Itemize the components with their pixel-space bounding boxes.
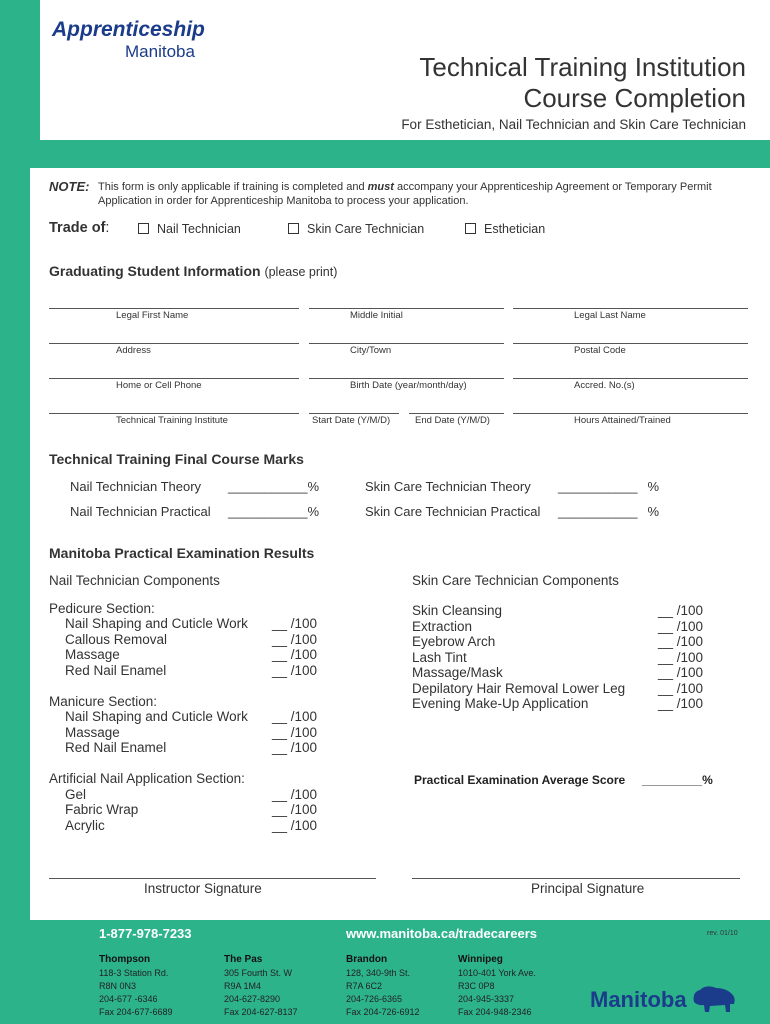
page-title-line1: Technical Training Institution	[419, 52, 746, 82]
pedicure-heading: Pedicure Section:	[49, 601, 155, 616]
office-address: 128, 340-9th St. R7A 6C2 204-726-6365 Fax 204-726-6912	[346, 968, 420, 1017]
institute-label: Technical Training Institute	[116, 415, 228, 426]
bison-icon	[690, 982, 738, 1014]
office-city: Thompson	[99, 954, 151, 965]
skin-item: Extraction	[412, 619, 473, 634]
pedicure-item: Callous Removal	[65, 632, 168, 647]
artificial-item: Fabric Wrap	[65, 802, 139, 817]
skin-components-heading: Skin Care Technician Components	[412, 573, 619, 588]
score-input[interactable]: __ /100	[272, 802, 318, 817]
city-label: City/Town	[350, 345, 392, 356]
hours-label: Hours Attained/Trained	[574, 415, 671, 426]
score-input[interactable]: __ /100	[658, 650, 704, 665]
logo-manitoba: Manitoba	[125, 42, 195, 61]
marks-heading: Technical Training Final Course Marks	[49, 451, 304, 467]
skin-practical-input[interactable]: ___________ %	[558, 504, 660, 519]
postal-label: Postal Code	[574, 345, 626, 356]
score-input[interactable]: __ /100	[272, 740, 318, 755]
skin-practical-label: Skin Care Technician Practical	[365, 504, 541, 519]
birth-label: Birth Date (year/month/day)	[350, 380, 467, 391]
office-address: 305 Fourth St. W R9A 1M4 204-627-8290 Fax 204-627-8137	[224, 968, 298, 1017]
institute-field[interactable]	[49, 413, 299, 414]
office-city: The Pas	[224, 954, 263, 965]
middle-initial-field[interactable]	[309, 308, 504, 309]
nail-practical-label: Nail Technician Practical	[70, 504, 211, 519]
skin-item: Lash Tint	[412, 650, 467, 665]
trade-checkbox-esthetician[interactable]: Esthetician	[465, 222, 545, 236]
principal-signature-label: Principal Signature	[531, 881, 645, 896]
start-date-field[interactable]	[309, 413, 399, 414]
last-name-label: Legal Last Name	[574, 310, 646, 321]
page-subtitle: For Esthetician, Nail Technician and Skin Care Technician	[401, 117, 746, 132]
note-label: NOTE:	[49, 179, 90, 194]
score-input[interactable]: __ /100	[658, 619, 704, 634]
accred-label: Accred. No.(s)	[574, 380, 635, 391]
first-name-field[interactable]	[49, 308, 299, 309]
footer-website[interactable]: www.manitoba.ca/tradecareers	[346, 926, 537, 941]
side-band	[0, 168, 30, 920]
form-panel	[30, 168, 770, 920]
artificial-heading: Artificial Nail Application Section:	[49, 771, 245, 786]
revision-label: rev. 01/10	[707, 930, 738, 937]
score-input[interactable]: __ /100	[658, 681, 704, 696]
note-text-line2: Application in order for Apprenticeship Manitoba to process your application.	[98, 195, 469, 207]
phone-label: Home or Cell Phone	[116, 380, 202, 391]
pedicure-item: Red Nail Enamel	[65, 663, 167, 678]
office-city: Winnipeg	[458, 954, 503, 965]
address-field[interactable]	[49, 343, 299, 344]
score-input[interactable]: __ /100	[658, 603, 704, 618]
end-date-label: End Date (Y/M/D)	[415, 415, 490, 426]
trade-checkbox-nail[interactable]: Nail Technician	[138, 222, 241, 236]
accred-field[interactable]	[513, 378, 748, 379]
score-input[interactable]: __ /100	[272, 616, 318, 631]
score-input[interactable]: __ /100	[272, 818, 318, 833]
manicure-item: Massage	[65, 725, 120, 740]
average-score-input[interactable]: _________%	[642, 773, 713, 787]
skin-theory-input[interactable]: ___________ %	[558, 479, 660, 494]
office-city: Brandon	[346, 954, 388, 965]
first-name-label: Legal First Name	[116, 310, 189, 321]
last-name-field[interactable]	[513, 308, 748, 309]
pedicure-item: Nail Shaping and Cuticle Work	[65, 616, 248, 631]
skin-item: Massage/Mask	[412, 665, 503, 680]
postal-field[interactable]	[513, 343, 748, 344]
score-input[interactable]: __ /100	[272, 647, 318, 662]
footer-phone: 1-877-978-7233	[99, 926, 192, 941]
manicure-heading: Manicure Section:	[49, 694, 158, 709]
trade-label: Trade of:	[49, 220, 110, 236]
logo-apprenticeship: Apprenticeship	[52, 18, 205, 41]
score-input[interactable]: __ /100	[658, 696, 704, 711]
skin-item: Depilatory Hair Removal Lower Leg	[412, 681, 626, 696]
nail-practical-input[interactable]: ___________%	[228, 504, 320, 519]
skin-item: Evening Make-Up Application	[412, 696, 589, 711]
phone-field[interactable]	[49, 378, 299, 379]
page-title-line2: Course Completion	[523, 83, 746, 113]
skin-item: Eyebrow Arch	[412, 634, 496, 649]
office-address: 1010-401 York Ave. R3C 0P8 204-945-3337 Fax 204-948-2346	[458, 968, 536, 1017]
city-field[interactable]	[309, 343, 504, 344]
office-address: 118-3 Station Rd. R8N 0N3 204-677 -6346 Fax 204-677-6689	[99, 968, 173, 1017]
artificial-item: Gel	[65, 787, 87, 802]
score-input[interactable]: __ /100	[272, 787, 318, 802]
nail-components-heading: Nail Technician Components	[49, 573, 220, 588]
trade-checkbox-skin[interactable]: Skin Care Technician	[288, 222, 424, 236]
middle-initial-label: Middle Initial	[350, 310, 403, 321]
manitoba-logo: Manitoba	[590, 987, 687, 1012]
start-date-label: Start Date (Y/M/D)	[312, 415, 391, 426]
instructor-signature-field[interactable]	[49, 878, 376, 879]
nail-theory-label: Nail Technician Theory	[70, 479, 202, 494]
note-text: This form is only applicable if training is completed and must accompany your Apprenticeship Agreement or Temporary Permit	[98, 181, 712, 193]
score-input[interactable]: __ /100	[272, 632, 318, 647]
score-input[interactable]: __ /100	[272, 709, 318, 724]
end-date-field[interactable]	[409, 413, 504, 414]
student-heading: Graduating Student Information (please print)	[49, 263, 338, 279]
checkbox-icon	[465, 223, 476, 234]
instructor-signature-label: Instructor Signature	[144, 881, 262, 896]
skin-item: Skin Cleansing	[412, 603, 503, 618]
average-score-label: Practical Examination Average Score	[414, 773, 626, 787]
principal-signature-field[interactable]	[412, 878, 740, 879]
hours-field[interactable]	[513, 413, 748, 414]
score-input[interactable]: __ /100	[658, 665, 704, 680]
manicure-item: Red Nail Enamel	[65, 740, 167, 755]
checkbox-icon	[288, 223, 299, 234]
nail-theory-input[interactable]: ___________%	[228, 479, 320, 494]
score-input[interactable]: __ /100	[272, 725, 318, 740]
checkbox-icon	[138, 223, 149, 234]
exam-heading: Manitoba Practical Examination Results	[49, 545, 315, 561]
skin-theory-label: Skin Care Technician Theory	[365, 479, 531, 494]
score-input[interactable]: __ /100	[658, 634, 704, 649]
birth-field[interactable]	[309, 378, 504, 379]
artificial-item: Acrylic	[65, 818, 105, 833]
manicure-item: Nail Shaping and Cuticle Work	[65, 709, 248, 724]
pedicure-item: Massage	[65, 647, 120, 662]
score-input[interactable]: __ /100	[272, 663, 318, 678]
address-label: Address	[116, 345, 151, 356]
